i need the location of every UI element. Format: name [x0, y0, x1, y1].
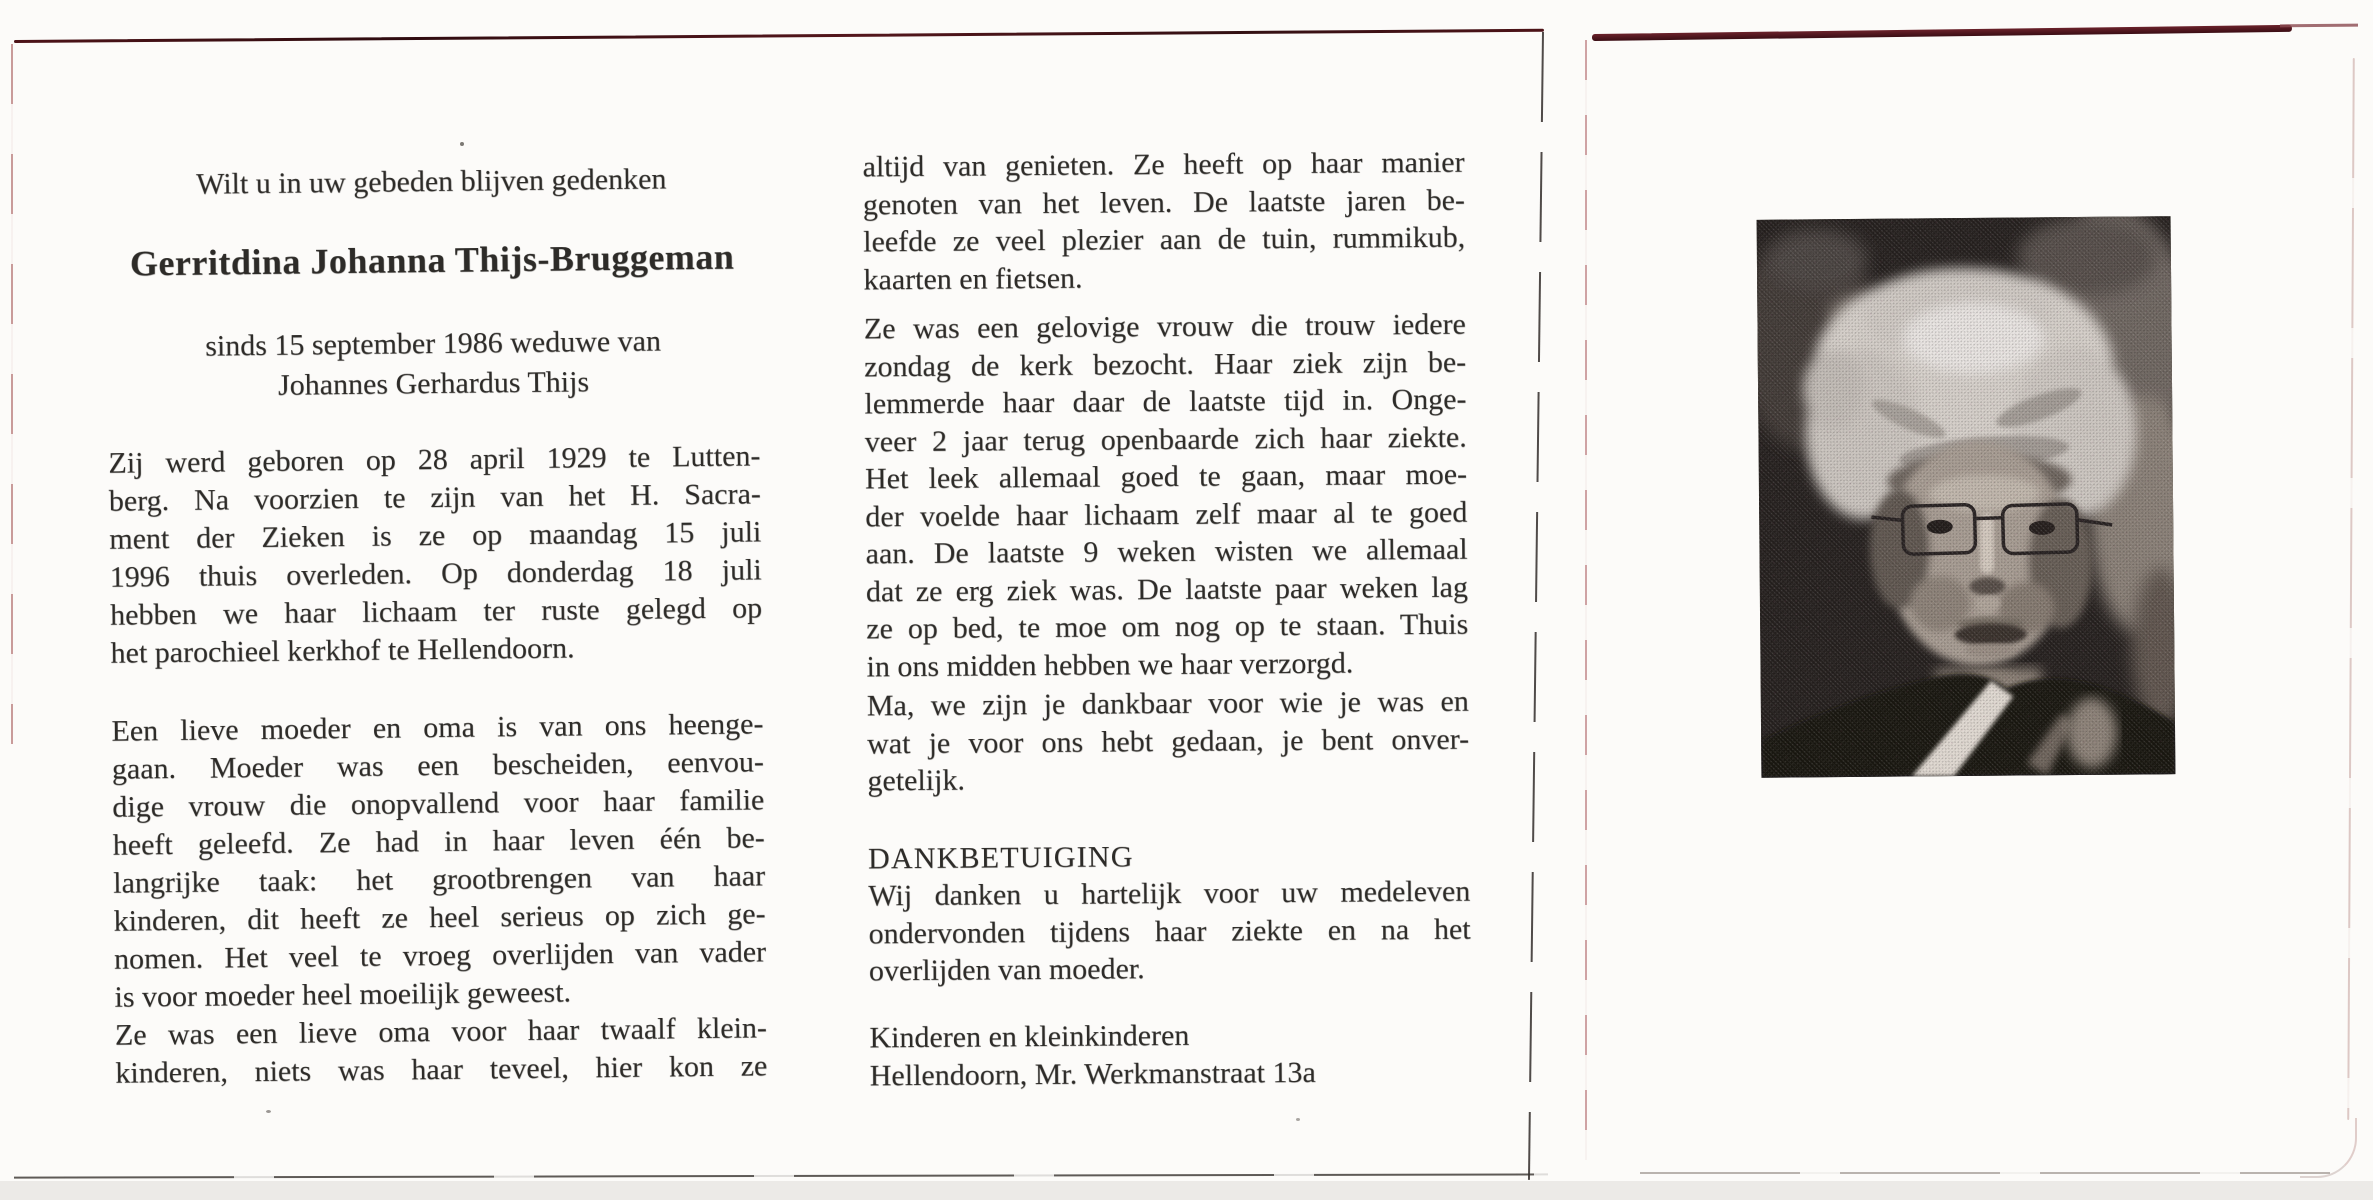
text-line: in ons midden hebben we haar verzorgd. [866, 646, 1354, 683]
invocation-line: Wilt u in uw gebeden blijven gedenken [195, 162, 667, 201]
paragraph-gratitude [867, 683, 1470, 800]
signature-lines [869, 1015, 1472, 1095]
paragraph-faith-illness [864, 306, 1469, 686]
text-line: overlijden van moeder. [868, 952, 1145, 988]
text-line: dat ze erg ziek was. De laatste paar weken lag [865, 570, 1469, 608]
text-line: kinderen, niets was haar teveel, hier kon ze [115, 1049, 768, 1090]
text-line: Ze was een gelovige vrouw die trouw iedere [863, 307, 1466, 346]
text-line: genoten van het leven. De laatste jaren be- [862, 183, 1465, 221]
text-line: getelijk. [867, 763, 966, 798]
paragraph-mother [111, 705, 766, 1016]
text-line: dige vrouw die onopvallend voor haar familie [112, 783, 765, 824]
text-line: zondag de kerk bezocht. Haar ziek zijn be- [864, 345, 1467, 383]
halftone-overlay [1757, 216, 2176, 778]
text-line: kinderen, dit heeft ze heel serieus op zich ge- [113, 897, 766, 938]
back-page-right-edge-line [2347, 58, 2355, 1120]
text-line: hebben we haar lichaam ter ruste gelegd op [109, 591, 763, 632]
card-fold-edge-line [1528, 32, 1544, 1180]
text-line: Het leek allemaal goed te gaan, maar moe- [864, 457, 1468, 496]
paragraph-acknowledgement [868, 873, 1471, 990]
text-line: gaan. Moeder was een bescheiden, eenvou- [111, 745, 765, 786]
text-line: ze op bed, te moe om nog op te staan. Thuis [866, 607, 1469, 646]
back-page-top-edge-line [1592, 25, 2292, 41]
text-line: Zij werd geboren op 28 april 1929 te Lutten- [108, 439, 761, 480]
text-line: het parochieel kerkhof te Hellendoorn. [110, 631, 575, 670]
text-line: altijd van genieten. Ze heeft op haar manier [862, 145, 1465, 184]
back-page-left-edge-line [1585, 40, 1587, 1160]
text-line: ondervonden tijdens haar ziekte en na het [868, 912, 1471, 950]
widow-line-1: sinds 15 september 1986 weduwe van [205, 324, 662, 363]
text-line: aan. De laatste 9 weken wisten we allemaal [865, 532, 1468, 571]
widow-line-2: Johannes Gerhardus Thijs [277, 365, 590, 402]
middle-text-column [861, 0, 1472, 1200]
text-line: kaarten en fietsen. [863, 261, 1083, 296]
text-line: lemmerde haar daar de laatste tijd in. Onge- [864, 382, 1467, 421]
back-page-bottom-edge-line [1640, 1172, 2330, 1174]
portrait-photo [1757, 216, 2176, 778]
back-page-corner-curl [2300, 1118, 2357, 1178]
card-left-edge-line [11, 44, 13, 744]
text-line: Kinderen en kleinkinderen [869, 1018, 1190, 1055]
text-line: Hellendoorn, Mr. Werkmanstraat 13a [869, 1055, 1316, 1092]
text-line: heeft geleefd. Ze had in haar leven één be- [112, 821, 765, 862]
acknowledgement-heading: DANKBETUIGING [867, 840, 1134, 876]
text-line: ment der Zieken is ze op maandag 15 juli [109, 515, 762, 556]
text-line: der voelde haar lichaam zelf maar al te goed [865, 495, 1468, 533]
text-line: leefde ze veel plezier aan de tuin, rummikub, [863, 220, 1466, 259]
text-line: berg. Na voorzien te zijn van het H. Sacra- [108, 477, 762, 518]
deceased-name: Gerritdina Johanna Thijs-Bruggeman [129, 236, 735, 284]
paragraph-grandmother [115, 1009, 768, 1092]
text-line: 1996 thuis overleden. Op donderdag 18 juli [109, 553, 762, 594]
left-text-column [103, 0, 769, 1200]
text-line: Ze was een lieve oma voor haar twaalf klein- [114, 1011, 768, 1052]
text-line: is voor moeder heel moeilijk geweest. [114, 975, 572, 1014]
back-page-top-edge-thin-line [2280, 24, 2358, 28]
text-line: Wij danken u hartelijk voor uw medeleven [868, 874, 1471, 913]
text-line: nomen. Het veel te vroeg overlijden van vader [113, 935, 767, 976]
paragraph-enjoy [862, 144, 1465, 299]
text-line: veer 2 jaar terug openbaarde zich haar ziekte. [864, 420, 1467, 458]
text-line: wat je voor ons hebt gedaan, je bent onver- [866, 722, 1470, 760]
paragraph-birth-death [108, 437, 763, 672]
text-line: Ma, we zijn je dankbaar voor wie je was en [866, 684, 1469, 723]
text-line: langrijke taak: het grootbrengen van haar [113, 859, 766, 900]
text-line: Een lieve moeder en oma is van ons heenge- [111, 707, 764, 748]
